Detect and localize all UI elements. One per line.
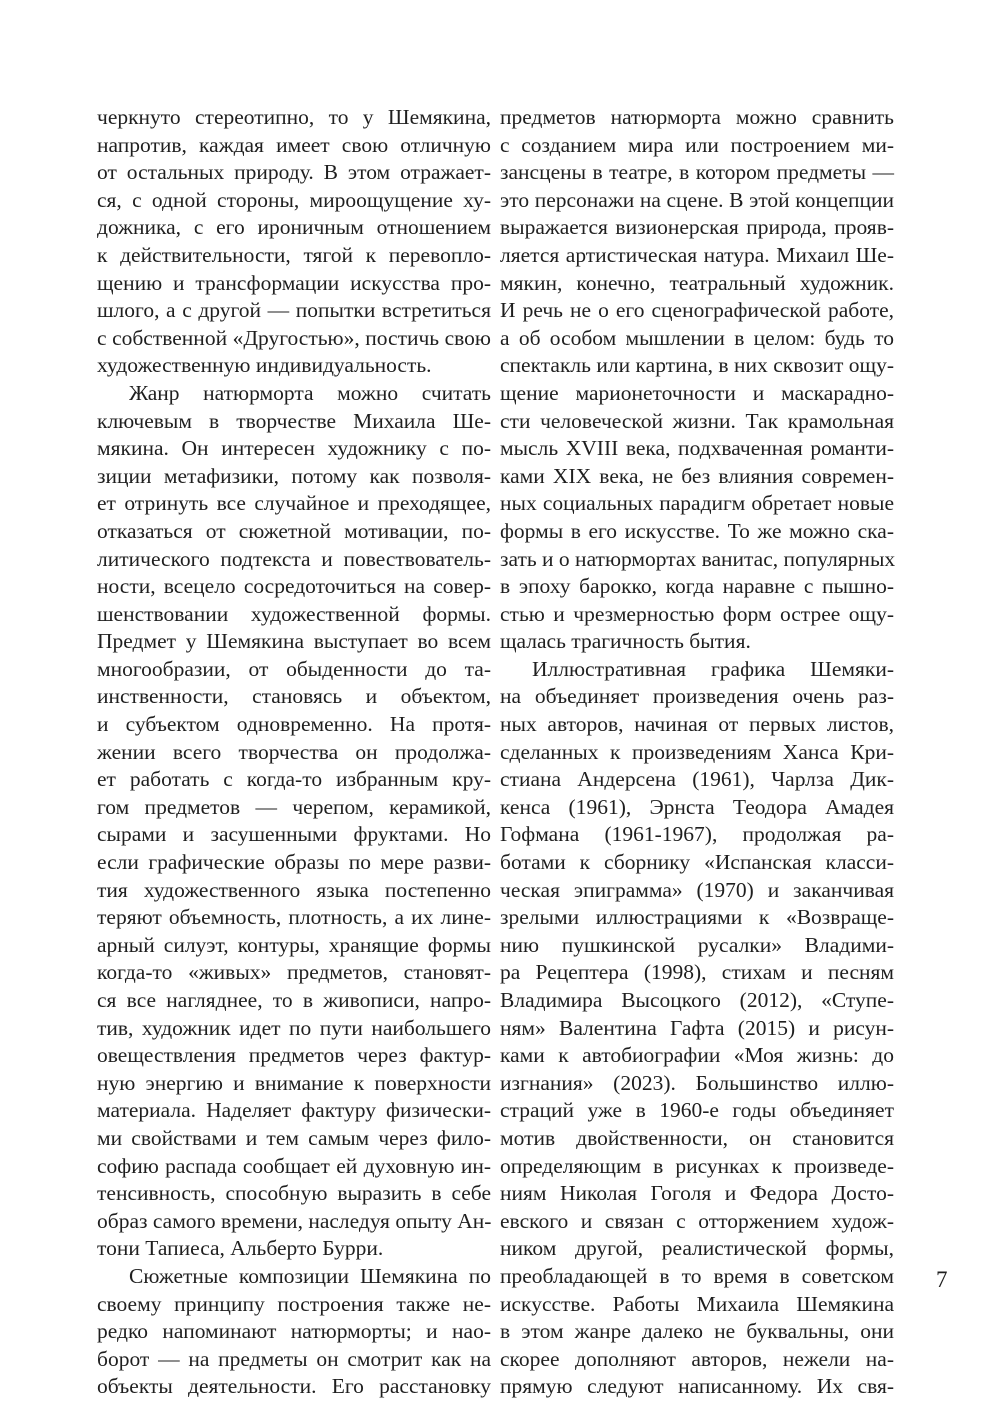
text-line: ками к автобиографии «Моя жизнь: до bbox=[500, 1043, 894, 1068]
text-line: и субъектом одновременно. На протя- bbox=[97, 712, 491, 737]
text-line: Жанр натюрморта можно считать bbox=[129, 380, 491, 405]
text-line: щение марионеточности и маскарадно- bbox=[500, 380, 894, 405]
text-line: стью и чрезмерностью форм острее ощу- bbox=[500, 601, 894, 626]
text-line: ческая эпиграмма» (1970) и заканчивая bbox=[500, 877, 894, 902]
text-line: овеществления предметов через фактур- bbox=[97, 1043, 491, 1068]
text-line: Владимира Высоцкого (2012), «Ступе- bbox=[500, 988, 894, 1012]
text-line: черкнуто стереотипно, то у Шемякина, bbox=[97, 105, 491, 129]
text-line: искусстве. Работы Михаила Шемякина bbox=[500, 1291, 894, 1316]
text-line: мякин, конечно, театральный художник. bbox=[500, 270, 894, 295]
text-line: ных авторов, начиная от первых листов, bbox=[500, 712, 894, 737]
text-line: когда-то «живых» предметов, становят- bbox=[97, 960, 491, 985]
text-line: мякина. Он интересен художнику с по- bbox=[97, 436, 491, 461]
text-line: страций уже в 1960-е годы объединяет bbox=[500, 1098, 894, 1123]
text-line: шлого, а с другой — попытки встретиться bbox=[97, 298, 491, 323]
text-line: жении всего творчества он продолжа- bbox=[97, 739, 491, 764]
text-line: предметов натюрморта можно сравнить bbox=[500, 105, 894, 129]
right-text-column bbox=[500, 104, 894, 1401]
text-line: а об особом мышлении в целом: будь то bbox=[500, 325, 894, 350]
text-line: в этом жанре далеко не буквальны, они bbox=[500, 1319, 894, 1344]
text-line: преобладающей в то время в советском bbox=[500, 1263, 894, 1288]
text-line: напротив, каждая имеет свою отличную bbox=[97, 132, 491, 157]
text-line: изгнания» (2023). Большинство иллю- bbox=[500, 1070, 894, 1095]
text-line: с созданием мира или построением ми- bbox=[500, 132, 894, 157]
text-line: дожника, с его ироничным отношением bbox=[97, 215, 491, 240]
text-line: редко напоминают натюрморты; и нао- bbox=[97, 1319, 491, 1344]
text-line: зать и о натюрмортах ванитас, популярных bbox=[500, 546, 896, 571]
text-line: нию пушкинской русалки» Владими- bbox=[500, 932, 894, 957]
text-line: образ самого времени, наследуя опыту Ан- bbox=[97, 1208, 492, 1233]
text-line: ляется артистическая натура. Михаил Ше- bbox=[500, 242, 894, 267]
text-line: софию распада сообщает ей духовную ин- bbox=[97, 1153, 491, 1178]
text-line: многообразии, от обыденности до та- bbox=[97, 656, 491, 681]
text-line: зрелыми иллюстрациями к «Возвраще- bbox=[500, 905, 894, 930]
page-number: 7 bbox=[936, 1267, 948, 1292]
text-line: мысль XVIII века, подхваченная романти- bbox=[500, 436, 894, 461]
text-line: Гофмана (1961-1967), продолжая ра- bbox=[500, 822, 894, 847]
text-line: сырами и засушенными фруктами. Но bbox=[97, 822, 491, 847]
text-line: художественную индивидуальность. bbox=[97, 353, 432, 378]
text-line: стиана Андерсена (1961), Чарлза Дик- bbox=[500, 767, 894, 792]
text-line: определяющим в рисунках к произведе- bbox=[500, 1153, 894, 1178]
text-line: евского и связан с отторжением худож- bbox=[500, 1208, 894, 1233]
text-line: ками XIX века, не без влияния современ- bbox=[500, 463, 894, 488]
text-line: ми свойствами и тем самым через фило- bbox=[97, 1125, 491, 1150]
left-text-column bbox=[97, 104, 491, 1401]
text-line: кенса (1961), Эрнста Теодора Амадея bbox=[500, 794, 894, 819]
text-line: теряют объемность, плотность, а их лине- bbox=[97, 905, 491, 930]
text-line: литического подтекста и повествователь- bbox=[97, 546, 491, 571]
text-line: Предмет у Шемякина выступает во всем bbox=[97, 629, 491, 654]
text-line: сделанных к произведениям Ханса Кри- bbox=[500, 739, 894, 764]
text-line: гом предметов — черепом, керамикой, bbox=[97, 794, 491, 819]
text-line: тия художественного языка постепенно bbox=[97, 877, 491, 902]
text-line: к действительности, тягой к перевопло- bbox=[97, 242, 491, 267]
text-line: тив, художник идет по пути наибольшего bbox=[97, 1015, 491, 1040]
text-line: мотив двойственности, он становится bbox=[500, 1125, 894, 1150]
text-line: арный силуэт, контуры, хранящие формы bbox=[97, 932, 491, 957]
text-line: Сюжетные композиции Шемякина по bbox=[129, 1263, 491, 1288]
text-line: щению и трансформации искусства про- bbox=[97, 270, 491, 295]
text-line: сти человеческой жизни. Так крамольная bbox=[500, 408, 894, 433]
text-line: И речь не о его сценографической работе, bbox=[500, 298, 894, 323]
text-line: прямую следуют написанному. Их свя- bbox=[500, 1374, 894, 1399]
text-line: от остальных природу. В этом отражает- bbox=[97, 160, 491, 185]
text-line: ную энергию и внимание к поверхности bbox=[97, 1070, 491, 1095]
text-line: спектакль или картина, в них сквозит ощу- bbox=[500, 353, 894, 378]
text-line: ся, с одной стороны, мироощущение ху- bbox=[97, 187, 491, 212]
text-line: формы в его искусстве. То же можно ска- bbox=[500, 518, 894, 543]
text-line: зансцены в театре, в котором предметы — bbox=[500, 160, 894, 185]
text-line: ся все нагляднее, то в живописи, напро- bbox=[97, 988, 491, 1012]
text-line: на объединяет произведения очень раз- bbox=[500, 684, 894, 709]
text-line: своему принципу построения также не- bbox=[97, 1291, 491, 1316]
text-line: ра Рецептера (1998), стихам и песням bbox=[500, 960, 894, 985]
text-line: шенствовании художественной формы. bbox=[97, 601, 491, 626]
text-line: инственности, становясь и объектом, bbox=[97, 684, 491, 709]
text-line: ных социальных парадигм обретает новые bbox=[500, 491, 894, 516]
text-line: с собственной «Другостью», постичь свою bbox=[97, 325, 491, 350]
text-line: ности, всецело сосредоточиться на совер- bbox=[97, 574, 491, 599]
text-line: скорее дополняют авторов, нежели на- bbox=[500, 1346, 894, 1371]
text-line: ботами к сборнику «Испанская класси- bbox=[500, 850, 894, 875]
text-line: материала. Наделяет фактуру физически- bbox=[97, 1098, 491, 1123]
text-line: ключевым в творчестве Михаила Ше- bbox=[97, 408, 491, 433]
text-line: это персонажи на сцене. В этой концепции bbox=[500, 187, 894, 212]
text-line: тони Тапиеса, Альберто Бурри. bbox=[97, 1236, 384, 1261]
text-line: выражается визионерская природа, прояв- bbox=[500, 215, 894, 240]
text-line: тенсивность, способную выразить в себе bbox=[97, 1181, 491, 1206]
text-line: щалась трагичность бытия. bbox=[500, 629, 751, 654]
text-line: зиции метафизики, потому как позволя- bbox=[97, 463, 491, 488]
text-line: если графические образы по мере разви- bbox=[97, 850, 491, 875]
text-line: объекты деятельности. Его расстановку bbox=[97, 1374, 491, 1399]
text-line: в эпоху барокко, когда наравне с пышно- bbox=[500, 574, 894, 599]
text-line: ниям Николая Гоголя и Федора Досто- bbox=[500, 1181, 894, 1206]
text-line: ет работать с когда-то избранным кру- bbox=[97, 767, 491, 792]
text-line: Иллюстративная графика Шемяки- bbox=[532, 656, 894, 681]
text-line: ням» Валентина Гафта (2015) и рисун- bbox=[500, 1015, 894, 1040]
text-line: ет отринуть все случайное и преходящее, bbox=[97, 491, 491, 516]
text-line: ником другой, реалистической формы, bbox=[500, 1236, 894, 1261]
text-line: борот — на предметы он смотрит как на bbox=[97, 1346, 491, 1371]
text-line: отказаться от сюжетной мотивации, по- bbox=[97, 518, 491, 543]
